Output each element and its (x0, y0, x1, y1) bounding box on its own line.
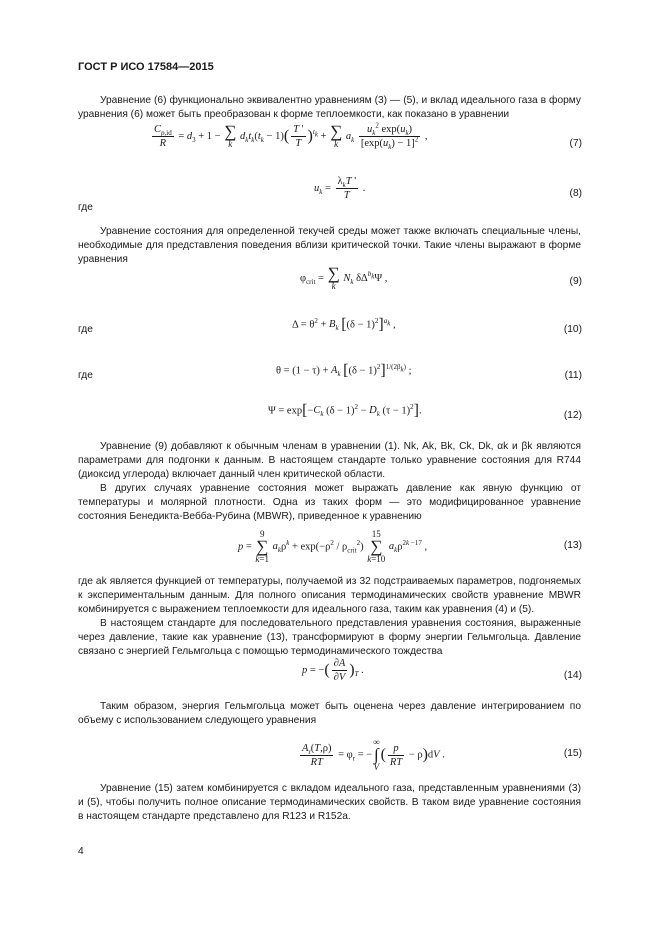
paragraph-1: Уравнение (6) функционально эквивалентно уравнениям (3) — (5), и вклад идеального газа в форму уравнения (6) может быть преобразован к форме теплоемкости, как показано в уравнении (78, 95, 581, 120)
equation-15: $\frac{A_r(T,\rho)}{RT}$ = $\varphi_r$ = −∞ ∫ V( $\frac{p}{RT}$ − ρ)dV . (302, 737, 445, 772)
paragraph-6: В настоящем стандарте для последовательного представления уравнения состояния, выраженные через давление, такие как уравнение (13), трансформируют в форму энергии Гельмгольца. Давление связано с энергией Гельмгольца с помощью термодинамического тождества (78, 618, 581, 657)
equation-9: $\varphi_{crit}$ = ∑ k $N_k$ $\delta\Delta^{b_k}\Psi$ , (300, 264, 388, 291)
equation-11: $\theta = (1 - \tau) + A_k$ $[(\delta - 1)^2]^{1/(2\beta_k)}$ ; (276, 362, 412, 379)
equation-number-8: (8) (569, 188, 582, 199)
where-label-1: где (78, 202, 93, 213)
equation-14: p = −( $\frac{\partial A}{\partial V}$ )$_T$ . (302, 658, 364, 683)
equation-10: $\Delta = \theta^2 + B_k$ $[(\delta - 1)^2]^{a_k}$ , (292, 316, 396, 333)
paragraph-7: Таким образом, энергия Гельмгольца может быть оценена через давление интегрированием по объему с использованием следующего уравнения (78, 701, 581, 726)
equation-number-12: (12) (563, 410, 582, 421)
document-header: ГОСТ Р ИСО 17584—2015 (78, 61, 214, 73)
where-label-3: где (78, 370, 93, 381)
equation-number-13: (13) (563, 540, 582, 551)
equation-12: $\Psi = \exp[-C_k$ $(\delta - 1)^2 - D_k$ $(\tau - 1)^2$]. (268, 402, 422, 419)
equation-number-14: (14) (563, 670, 582, 681)
equation-13: p = 9 ∑ k=1 $a_k\rho^k + \exp(-\rho^2 / \rho_{crit}^2)$ 15 ∑ k=10 $a_k\rho^{2k -17}$ , (238, 529, 428, 564)
equation-number-11: (11) (564, 370, 582, 381)
equation-number-10: (10) (563, 324, 582, 335)
paragraph-4: В других случаях уравнение состояния может выражать давление как явную функцию от температуры и молярной плотности. Одна из таких форм — это модифицированное уравнение состояния Бенедикта-Вебба-Рубина (MBWR), приведенное к уравнению (78, 483, 581, 522)
paragraph-2: Уравнение состояния для определенной текучей среды может также включать специальные члены, необходимые для представления поведения вблизи критической точки. Такие члены выражают в форме уравнения (78, 226, 581, 265)
paragraph-3: Уравнение (9) добавляют к обычным членам в уравнении (1). Nk, Ak, Bk, Ck, Dk, αk и βk являются параметрами для подгонки к данным. В настоящем стандарте только уравнение состояния для R744 (диоксид углерода) включает данный член критической области. (78, 441, 581, 480)
page-number: 4 (78, 846, 84, 857)
equation-7: $\frac{C_{p,id}}{R}$ = $d_3 + 1$ − ∑ k $d_kt_k(t_k - 1)$( $\frac{T '}{T}$ )$^{t_k}$ + ∑ k $a_k$ $\frac{u_k^2 \exp(u_k)}{[\exp(u_k) - 1]^2}$ , (154, 121, 428, 152)
paragraph-8: Уравнение (15) затем комбинируется с вкладом идеального газа, представленным уравнениями (3) и (5), чтобы получить полное описание термодинамических свойств. В таком виде уравнение состояния в настоящем стандарте представлено для R123 и R152a. (78, 783, 581, 822)
where-label-2: где (78, 324, 93, 335)
equation-8: $u_k$ = $\frac{\lambda_kT '}{T}$ . (314, 176, 366, 201)
equation-number-9: (9) (569, 276, 582, 287)
equation-number-7: (7) (569, 138, 582, 149)
equation-number-15: (15) (563, 748, 582, 759)
paragraph-5: где ak является функцией от температуры, получаемой из 32 подстраиваемых параметров, подгоняемых к экспериментальным данным. Для полного описания термодинамических свойств уравнение MBWR комбинируется с выражением теплоемкости для идеального газа, таким как уравнения (4) и (5). (78, 576, 581, 615)
